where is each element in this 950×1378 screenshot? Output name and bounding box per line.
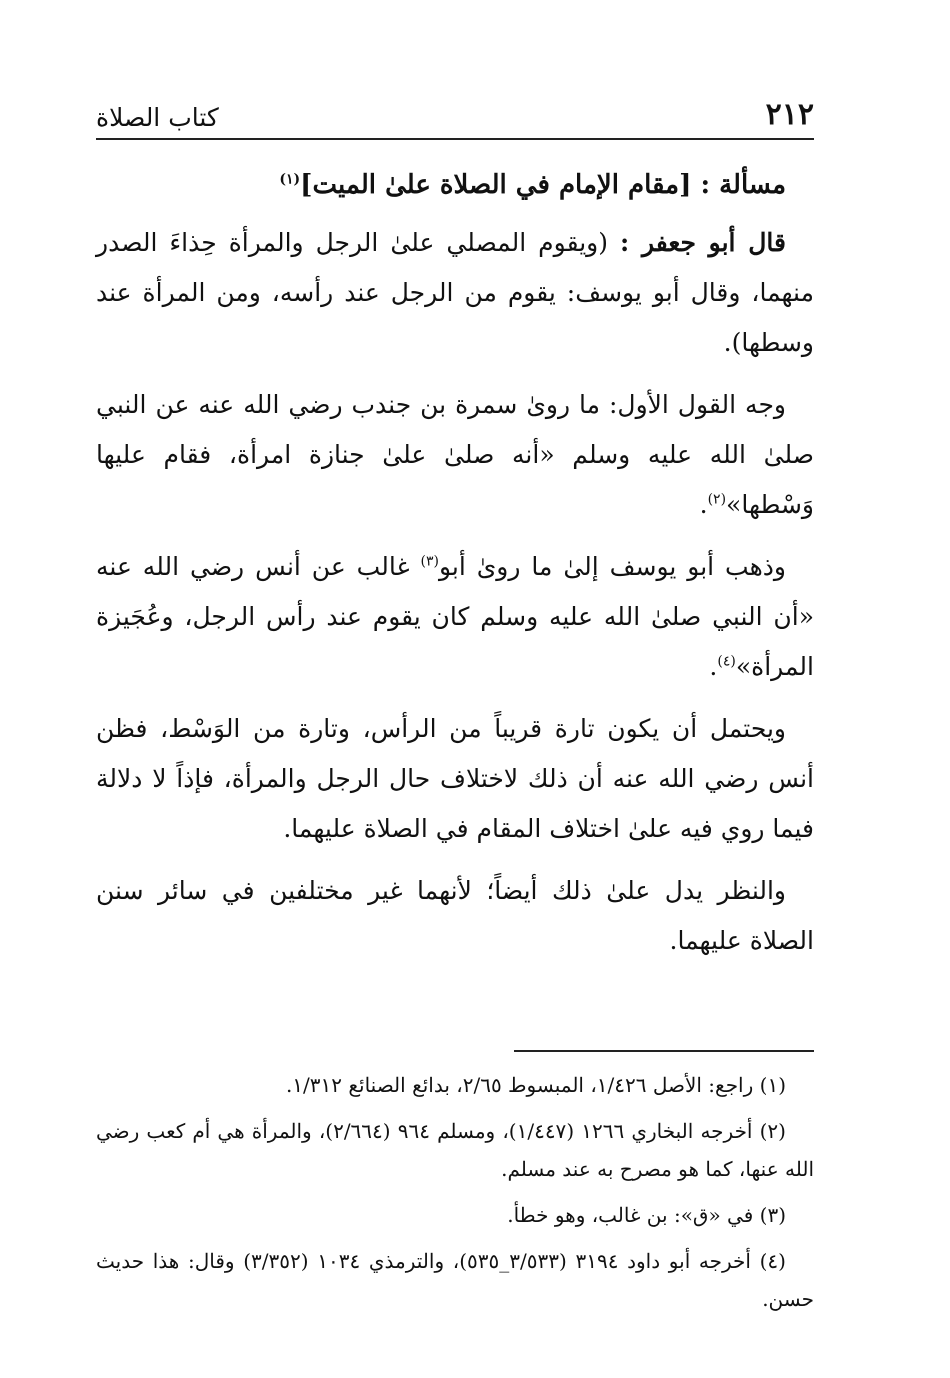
footnote-divider — [514, 1050, 814, 1052]
paragraph-2 — [96, 380, 814, 530]
paragraph-1 — [96, 218, 814, 368]
paragraph-5 — [96, 866, 814, 966]
issue-heading — [96, 160, 814, 210]
footnote-ref-2: (٢) — [707, 491, 727, 508]
paragraph-tail: . — [709, 652, 718, 681]
paragraph-text: وجه القول الأول: ما روىٰ سمرة بن جندب رضي الله عنه عن النبي صلىٰ الله عليه وسلم «أنه صلىٰ علىٰ جنازة امرأة، فقام عليها وَسْطها» — [96, 390, 814, 519]
issue-heading-text: مسألة : [مقام الإمام في الصلاة علىٰ الميت] — [300, 170, 786, 200]
paragraph-text: (ويقوم المصلي علىٰ الرجل والمرأة حِذاءَ الصدر منهما، وقال أبو يوسف: يقوم من الرجل عند رأسه، ومن المرأة عند وسطها). — [96, 228, 814, 357]
footnotes — [96, 1066, 814, 1318]
paragraph-lead: قال أبو جعفر : — [620, 228, 786, 257]
paragraph-4 — [96, 704, 814, 854]
paragraph-3 — [96, 542, 814, 692]
footnote-ref-1: (١) — [279, 171, 301, 188]
paragraph-text-continued: غالب عن أنس رضي الله عنه «أن النبي صلىٰ الله عليه وسلم كان يقوم عند رأس الرجل، وعُجَيزة المرأة» — [96, 552, 814, 681]
footnote-3: (٣) في «ق»: بن غالب، وهو خطأ. — [507, 1203, 786, 1227]
paragraph-tail: . — [699, 490, 708, 519]
footnote-4: (٤) أخرجه أبو داود ٣١٩٤ (٣/٥٣٣_٥٣٥)، والترمذي ١٠٣٤ (٣/٣٥٢) وقال: هذا حديث حسن. — [96, 1249, 814, 1311]
book-page — [96, 84, 814, 1344]
footnote-ref-3: (٣) — [420, 553, 439, 570]
footnote-ref-4: (٤) — [717, 653, 736, 670]
paragraph-text: ويحتمل أن يكون تارة قريباً من الرأس، وتارة من الوَسْط، فظن أنس رضي الله عنه أن ذلك لاختلاف حال الرجل والمرأة، فإذاً لا دلالة فيما روي فيه علىٰ اختلاف المقام في الصلاة عليهما. — [96, 714, 814, 843]
main-text — [96, 160, 814, 966]
footnote-2: (٢) أخرجه البخاري ١٢٦٦ (١/٤٤٧)، ومسلم ٩٦٤ (٢/٦٦٤)، والمرأة هي أم كعب رضي الله عنها، كما هو مصرح به عند مسلم. — [96, 1119, 814, 1181]
book-title: كتاب الصلاة — [96, 103, 219, 132]
running-header — [96, 84, 814, 140]
paragraph-text: والنظر يدل علىٰ ذلك أيضاً؛ لأنهما غير مختلفين في سائر سنن الصلاة عليهما. — [96, 876, 814, 955]
page-number: ٢١٢ — [765, 97, 814, 132]
footnote-1: (١) راجع: الأصل ١/٤٢٦، المبسوط ٢/٦٥، بدائع الصنائع ١/٣١٢. — [285, 1073, 786, 1097]
paragraph-text: وذهب أبو يوسف إلىٰ ما روىٰ أبو — [438, 552, 786, 581]
